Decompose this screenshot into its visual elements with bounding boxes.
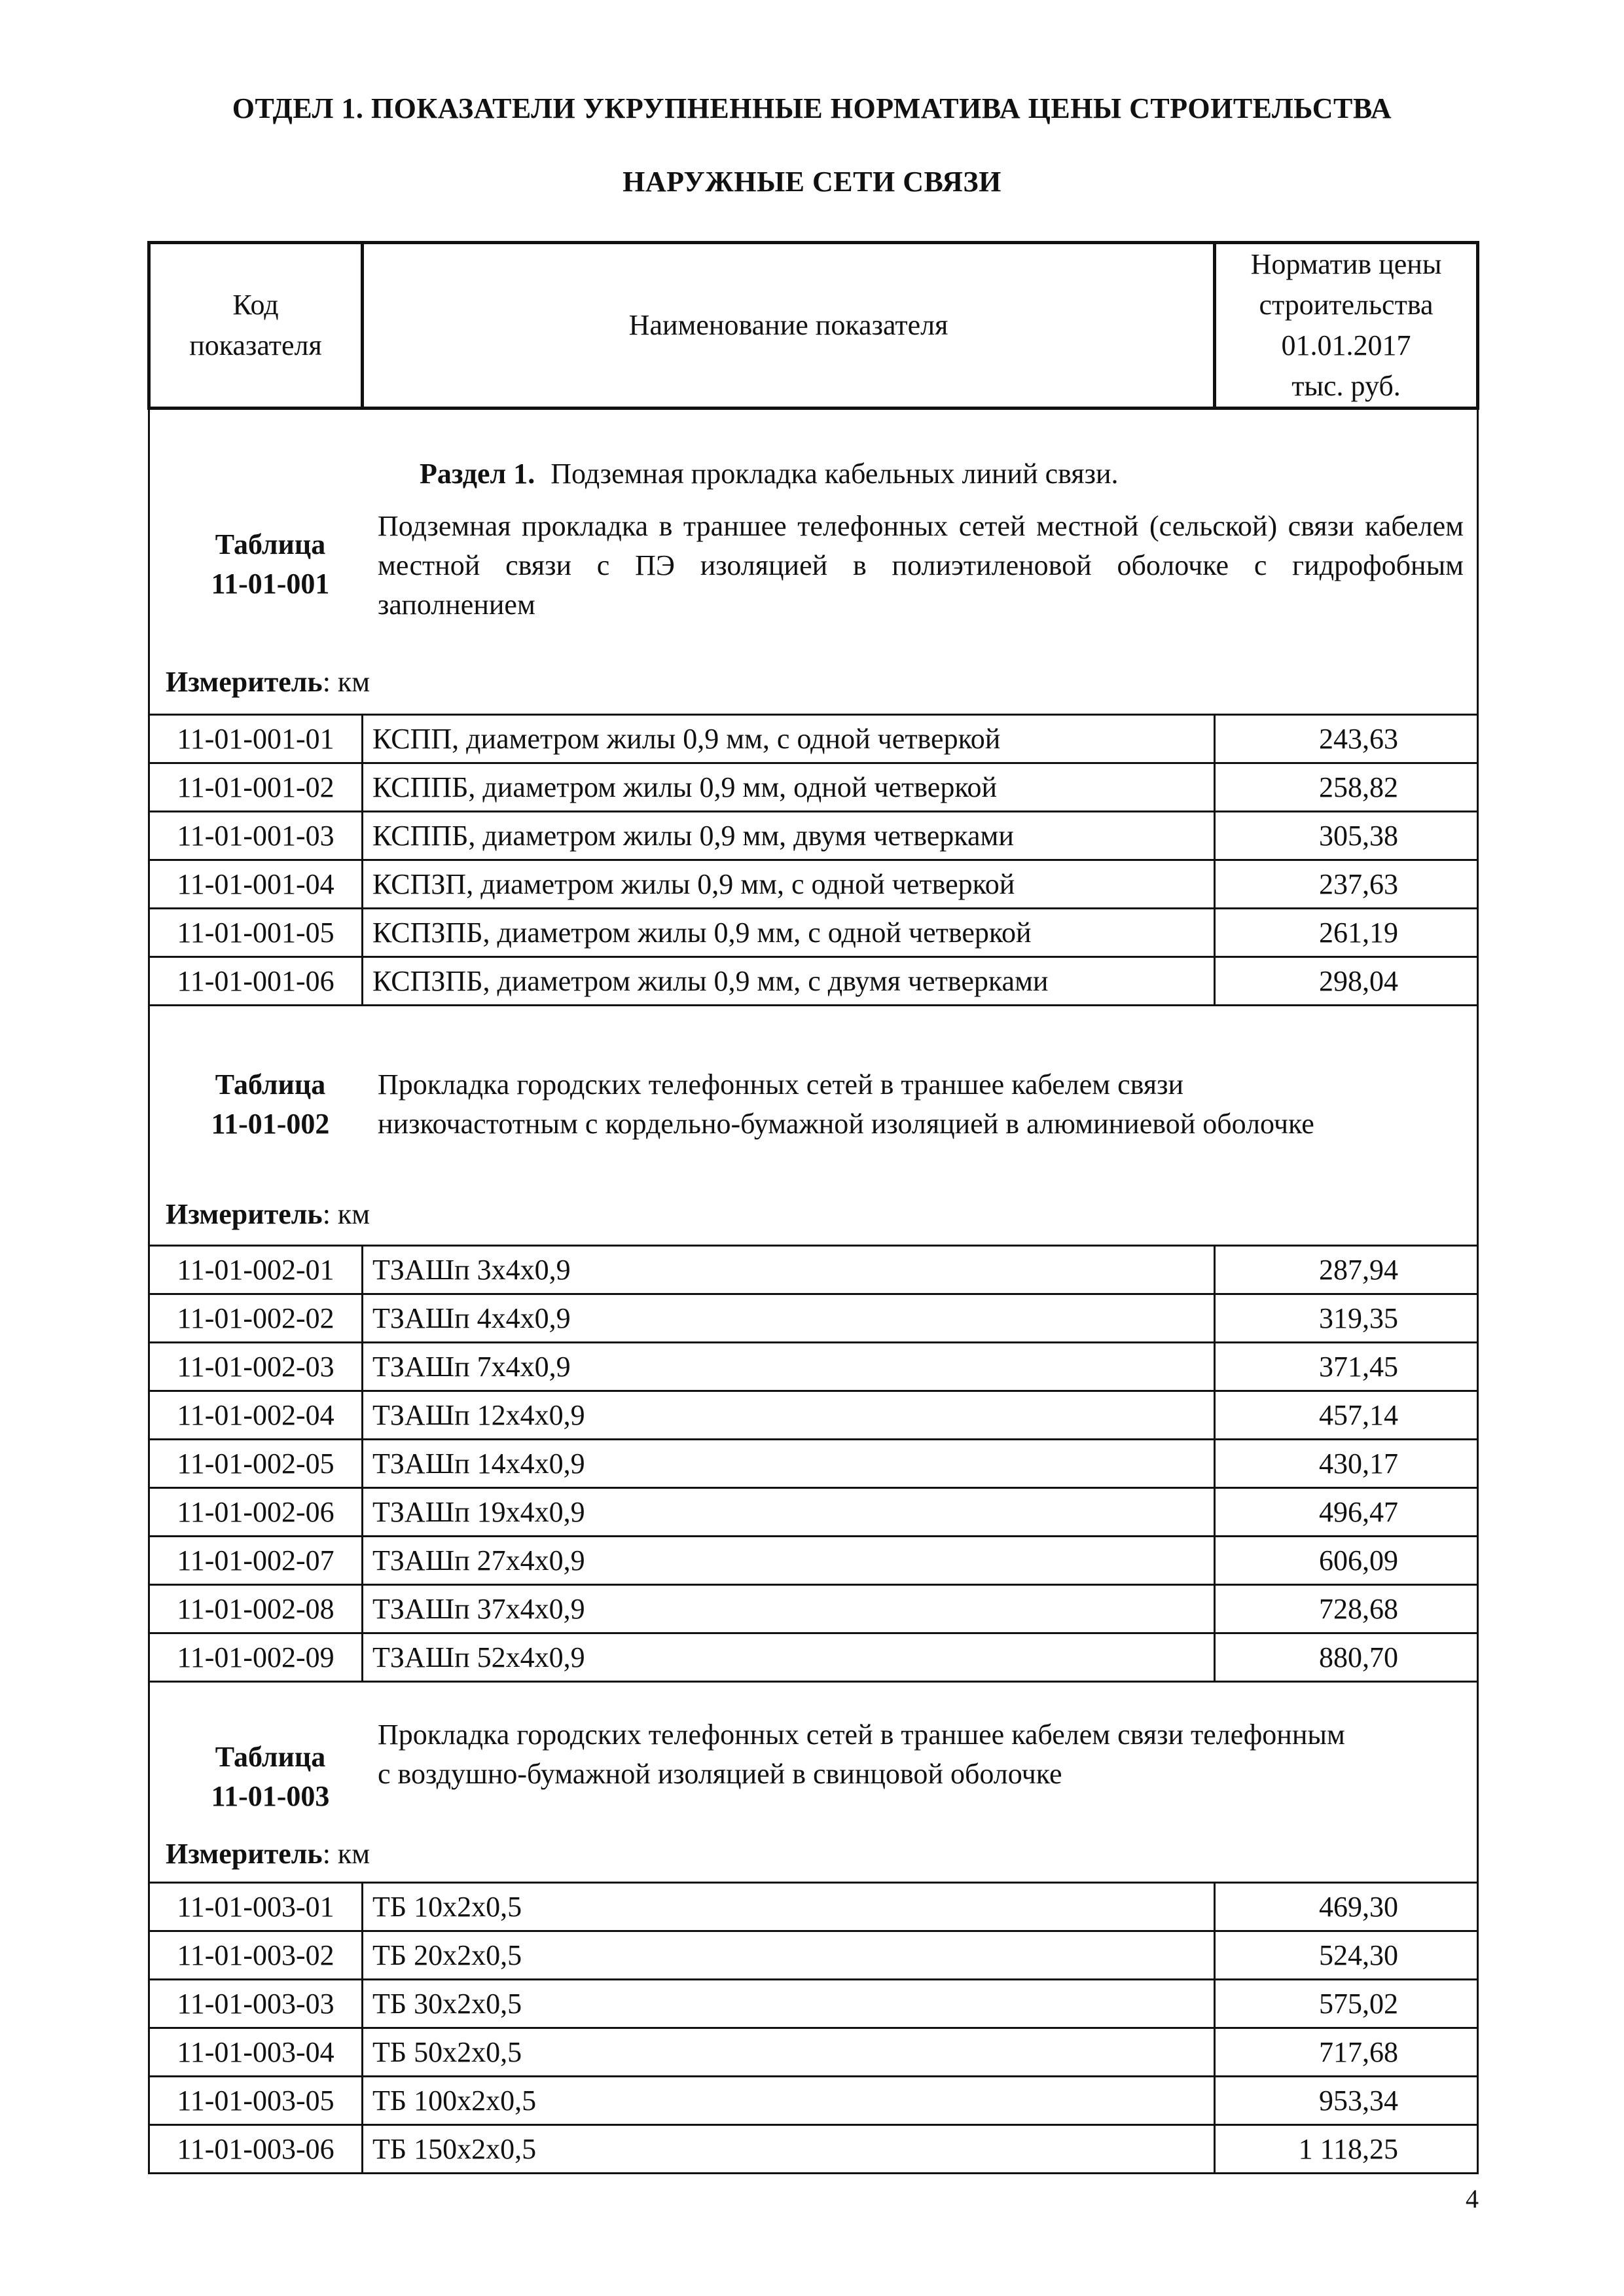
- header-norm-line4: тыс. руб.: [1291, 370, 1401, 402]
- row-name: ТЗАШп 14х4х0,9: [363, 1440, 1215, 1488]
- row-name: КСППБ, диаметром жилы 0,9 мм, двумя четверками: [363, 812, 1215, 860]
- table-row: [149, 1294, 1478, 1343]
- table-row: [149, 715, 1478, 763]
- row-value: 717,68: [1215, 2028, 1478, 2077]
- table-row: [149, 1931, 1478, 1980]
- table-3-label-line2: 11-01-003: [211, 1780, 330, 1812]
- row-value: 298,04: [1215, 957, 1478, 1006]
- table-2-heading: [149, 1006, 1478, 1246]
- table-2-description-line2: низкочастотным с кордельно-бумажной изоляцией в алюминиевой оболочке: [378, 1108, 1314, 1140]
- row-name: ТЗАШп 27х4х0,9: [363, 1537, 1215, 1585]
- table-3-measure-unit: : км: [322, 1838, 370, 1870]
- header-norm-line3: 01.01.2017: [1281, 329, 1411, 361]
- table-2-measure-label: Измеритель: [166, 1198, 323, 1230]
- header-name: Наименование показателя: [363, 243, 1215, 409]
- table-row: [149, 812, 1478, 860]
- row-name: ТЗАШп 7х4х0,9: [363, 1343, 1215, 1391]
- header-code-line1: Код: [232, 289, 279, 321]
- row-value: 371,45: [1215, 1343, 1478, 1391]
- row-value: 524,30: [1215, 1931, 1478, 1980]
- row-code: 11-01-001-01: [149, 715, 363, 763]
- row-value: 287,94: [1215, 1246, 1478, 1294]
- row-code: 11-01-003-04: [149, 2028, 363, 2077]
- table-row: [149, 909, 1478, 957]
- row-code: 11-01-002-08: [149, 1585, 363, 1633]
- row-code: 11-01-003-02: [149, 1931, 363, 1980]
- table-3-heading-row: [149, 1682, 1478, 1883]
- table-1-measure-unit: : км: [322, 666, 370, 698]
- table-2-measure-unit: : км: [322, 1198, 370, 1230]
- row-value: 261,19: [1215, 909, 1478, 957]
- section-text: Подземная прокладка кабельных линий связи.: [550, 458, 1119, 490]
- table-2-label-line2: 11-01-002: [211, 1108, 330, 1140]
- table-row: [149, 2028, 1478, 2077]
- row-value: 469,30: [1215, 1883, 1478, 1931]
- table-header-row: [149, 243, 1478, 409]
- row-name: ТБ 150х2х0,5: [363, 2125, 1215, 2174]
- row-name: КСПЗП, диаметром жилы 0,9 мм, с одной четверкой: [363, 860, 1215, 909]
- table-row: [149, 1980, 1478, 2028]
- table-2-label-line1: Таблица: [215, 1068, 326, 1101]
- section-title: [420, 457, 1119, 490]
- table-2-description: [378, 1065, 1464, 1144]
- row-name: ТЗАШп 52х4х0,9: [363, 1633, 1215, 1682]
- table-row: [149, 1585, 1478, 1633]
- row-value: 606,09: [1215, 1537, 1478, 1585]
- row-code: 11-01-002-04: [149, 1391, 363, 1440]
- section-label: Раздел 1.: [420, 458, 535, 490]
- table-row: [149, 957, 1478, 1006]
- table-1-label: [166, 525, 375, 604]
- document-subtitle: НАРУЖНЫЕ СЕТИ СВЯЗИ: [623, 166, 1001, 198]
- row-code: 11-01-001-06: [149, 957, 363, 1006]
- row-value: 319,35: [1215, 1294, 1478, 1343]
- row-value: 575,02: [1215, 1980, 1478, 2028]
- row-name: КСПЗПБ, диаметром жилы 0,9 мм, с двумя четверками: [363, 957, 1215, 1006]
- table-row: [149, 1488, 1478, 1537]
- row-code: 11-01-001-05: [149, 909, 363, 957]
- document-title: ОТДЕЛ 1. ПОКАЗАТЕЛИ УКРУПНЕННЫЕ НОРМАТИВА ЦЕНЫ СТРОИТЕЛЬСТВА: [232, 92, 1392, 124]
- table-3-description-line1: Прокладка городских телефонных сетей в траншее кабелем связи телефонным: [378, 1719, 1345, 1751]
- table-1-heading-row: [149, 409, 1478, 715]
- table-3-measure: [166, 1837, 370, 1870]
- row-value: 728,68: [1215, 1585, 1478, 1633]
- table-row: [149, 1343, 1478, 1391]
- table-1-description: Подземная прокладка в траншее телефонных сетей местной (сельской) связи кабелем местной связи с ПЭ изоляцией в полиэтиленовой оболочке с гидрофобным заполнением: [378, 510, 1464, 621]
- row-name: ТБ 30х2х0,5: [363, 1980, 1215, 2028]
- row-name: ТБ 10х2х0,5: [363, 1883, 1215, 1931]
- table-row: [149, 860, 1478, 909]
- table-3-label: [166, 1738, 375, 1816]
- row-code: 11-01-002-03: [149, 1343, 363, 1391]
- row-value: 880,70: [1215, 1633, 1478, 1682]
- row-code: 11-01-001-04: [149, 860, 363, 909]
- row-code: 11-01-002-09: [149, 1633, 363, 1682]
- row-code: 11-01-002-05: [149, 1440, 363, 1488]
- table-1-label-line2: 11-01-001: [211, 568, 330, 600]
- header-norm-line1: Норматив цены: [1250, 248, 1442, 280]
- header-norm: [1215, 243, 1478, 409]
- row-name: ТБ 20х2х0,5: [363, 1931, 1215, 1980]
- row-code: 11-01-002-07: [149, 1537, 363, 1585]
- table-2-measure: [166, 1197, 370, 1231]
- row-name: ТЗАШп 4х4х0,9: [363, 1294, 1215, 1343]
- row-code: 11-01-001-02: [149, 763, 363, 812]
- row-value: 953,34: [1215, 2077, 1478, 2125]
- row-name: КСПП, диаметром жилы 0,9 мм, с одной четверкой: [363, 715, 1215, 763]
- header-norm-line2: строительства: [1259, 289, 1434, 321]
- row-code: 11-01-002-06: [149, 1488, 363, 1537]
- table-1-measure-label: Измеритель: [166, 666, 323, 698]
- table-2-description-line1: Прокладка городских телефонных сетей в траншее кабелем связи: [378, 1068, 1183, 1101]
- row-value: 496,47: [1215, 1488, 1478, 1537]
- header-code: [149, 243, 363, 409]
- table-1-measure: [166, 665, 370, 699]
- page-number: 4: [1466, 2184, 1479, 2214]
- table-row: [149, 763, 1478, 812]
- table-3-label-line1: Таблица: [215, 1741, 326, 1773]
- table-1-label-line1: Таблица: [215, 528, 326, 560]
- row-code: 11-01-002-01: [149, 1246, 363, 1294]
- table-3-description-line2: с воздушно-бумажной изоляцией в свинцовой оболочке: [378, 1758, 1062, 1790]
- row-code: 11-01-001-03: [149, 812, 363, 860]
- table-row: [149, 1633, 1478, 1682]
- row-name: ТЗАШп 3х4х0,9: [363, 1246, 1215, 1294]
- table-2-heading-row: [149, 1006, 1478, 1246]
- row-name: КСППБ, диаметром жилы 0,9 мм, одной четверкой: [363, 763, 1215, 812]
- row-name: КСПЗПБ, диаметром жилы 0,9 мм, с одной четверкой: [363, 909, 1215, 957]
- row-code: 11-01-003-05: [149, 2077, 363, 2125]
- row-name: ТБ 50х2х0,5: [363, 2028, 1215, 2077]
- row-code: 11-01-003-06: [149, 2125, 363, 2174]
- row-name: ТЗАШп 12х4х0,9: [363, 1391, 1215, 1440]
- row-value: 430,17: [1215, 1440, 1478, 1488]
- row-value: 258,82: [1215, 763, 1478, 812]
- row-code: 11-01-003-01: [149, 1883, 363, 1931]
- header-code-line2: показателя: [189, 329, 322, 361]
- table-3-heading: [149, 1682, 1478, 1883]
- row-name: ТЗАШп 19х4х0,9: [363, 1488, 1215, 1537]
- row-code: 11-01-002-02: [149, 1294, 363, 1343]
- table-3-description: [378, 1715, 1464, 1794]
- row-name: ТБ 100х2х0,5: [363, 2077, 1215, 2125]
- row-value: 457,14: [1215, 1391, 1478, 1440]
- table-row: [149, 1246, 1478, 1294]
- norms-table: [147, 241, 1479, 2174]
- table-row: [149, 1440, 1478, 1488]
- row-value: 237,63: [1215, 860, 1478, 909]
- table-3-measure-label: Измеритель: [166, 1838, 323, 1870]
- table-row: [149, 1537, 1478, 1585]
- table-row: [149, 2077, 1478, 2125]
- row-value: 1 118,25: [1215, 2125, 1478, 2174]
- table-1-heading: [149, 409, 1478, 715]
- row-name: ТЗАШп 37х4х0,9: [363, 1585, 1215, 1633]
- table-row: [149, 2125, 1478, 2174]
- row-code: 11-01-003-03: [149, 1980, 363, 2028]
- row-value: 305,38: [1215, 812, 1478, 860]
- row-value: 243,63: [1215, 715, 1478, 763]
- table-row: [149, 1391, 1478, 1440]
- table-row: [149, 1883, 1478, 1931]
- table-2-label: [166, 1065, 375, 1144]
